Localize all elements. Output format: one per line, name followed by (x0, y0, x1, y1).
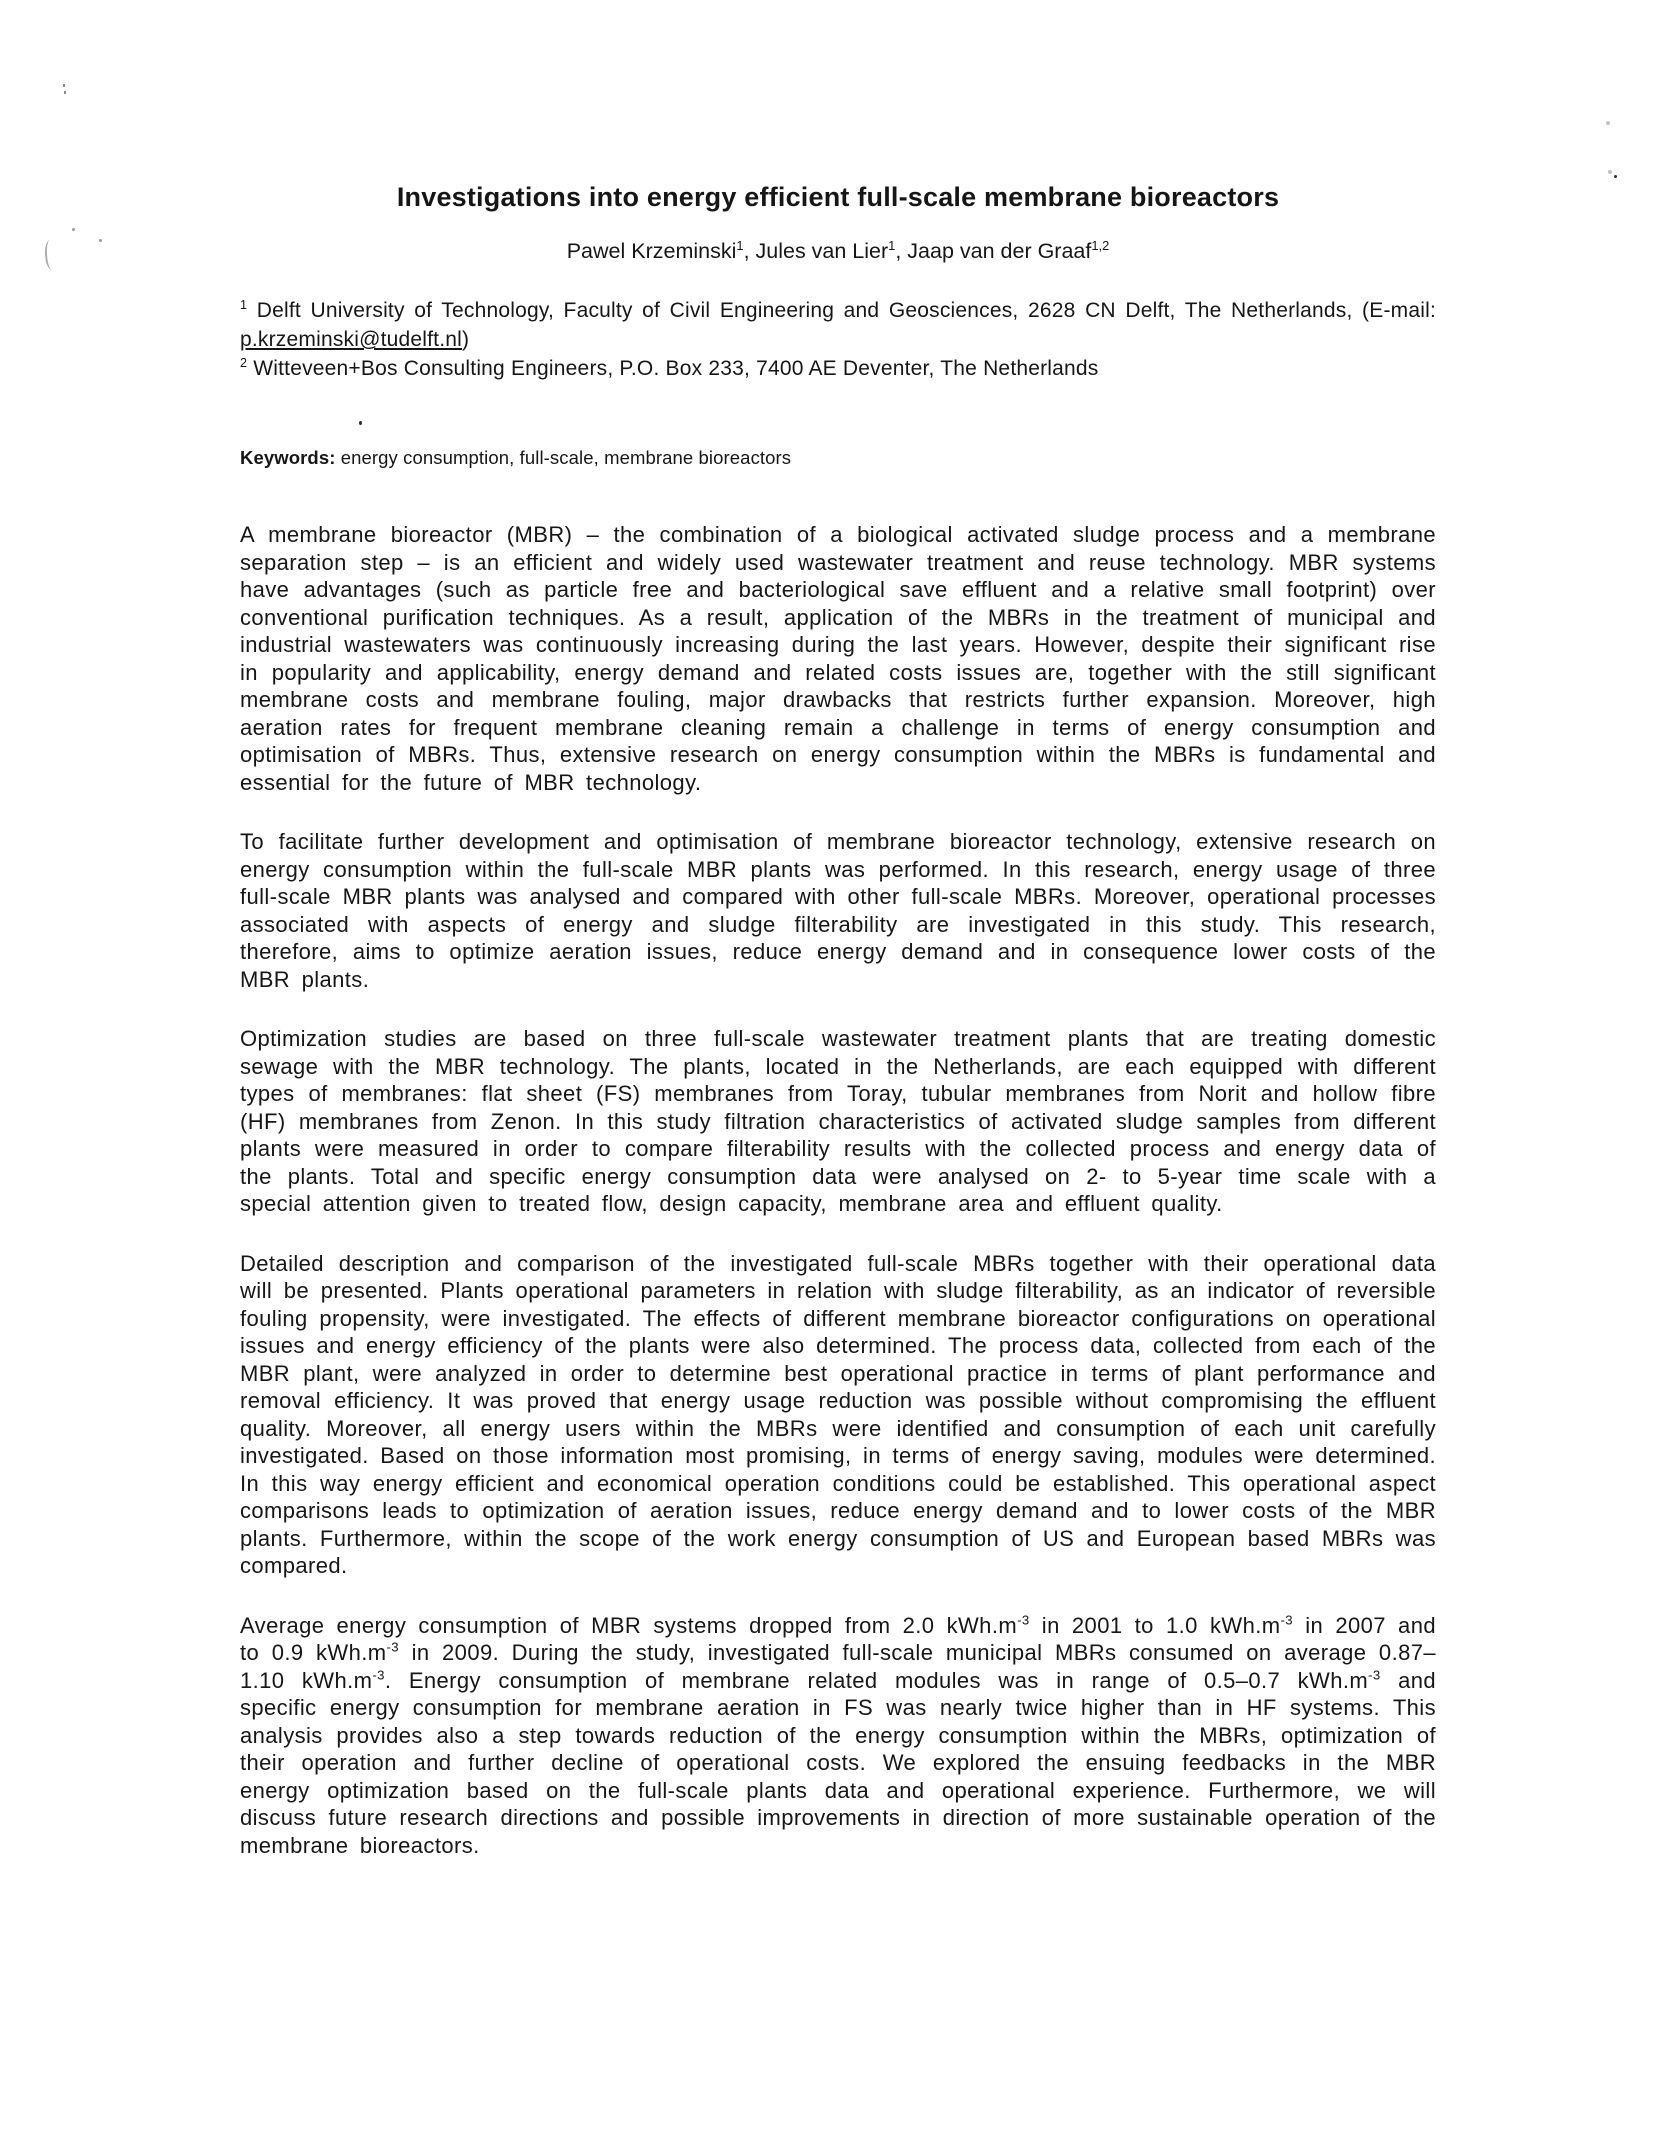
affiliation-2-text: Witteveen+Bos Consulting Engineers, P.O. Box 233, 7400 AE Deventer, The Netherlands (247, 357, 1099, 380)
authors-line: Pawel Krzeminski$^1$, Jules van Lier$^1$, Jaap van der Graaf$^{1,2}$ (566, 237, 1110, 263)
abstract-paragraph-5: Average energy consumption of MBR systems dropped from 2.0 $kWh.m^{-3}$ in 2001 to 1.0 $kWh.m^{-3}$ in 2007 and to 0.9 $kWh.m^{-3}$ in 2009. During the study, investigated full-scale municipal MBRs consumed on average 0.87–1.10 $kWh.m^{-3}$. Energy consumption of membrane related modules was in range of 0.5–0.7 $kWh.m^{-3}$ and specific energy consumption for membrane aeration in FS was nearly twice higher than in HF systems. This analysis provides also a step towards reduction of the energy consumption within the MBRs, optimization of their operation and further decline of operational costs. We explored the ensuing feedbacks in the MBR energy optimization based on the full-scale plants data and operational experience. Furthermore, we will discuss future research directions and possible improvements in direction of more sustainable operation of the membrane bioreactors. (240, 1612, 1437, 1858)
affiliation-1 (240, 296, 1436, 354)
keywords-text: energy consumption, full-scale, membrane bioreactors (335, 447, 792, 468)
paper-title: Investigations into energy efficient full-scale membrane bioreactors (396, 182, 1280, 212)
affiliation-1-text: Delft University of Technology, Faculty of Civil Engineering and Geosciences, 2628 CN Delft, The Netherlands, (E-mail: (247, 299, 1436, 322)
keywords-label: Keywords: (240, 447, 336, 468)
abstract-paragraph-2: To facilitate further development and optimisation of membrane bioreactor technology, extensive research on energy consumption within the full-scale MBR plants was performed. In this research, energy usage of three full-scale MBR plants was analysed and compared with other full-scale MBRs. Moreover, operational processes associated with aspects of energy and sludge filterability are investigated in this study. This research, therefore, aims to optimize aeration issues, reduce energy demand and in consequence lower costs of the MBR plants. (240, 829, 1436, 992)
scan-artifact (1608, 170, 1612, 174)
abstract-paragraph-1: A membrane bioreactor (MBR) – the combination of a biological activated sludge process and a membrane separation step – is an efficient and widely used wastewater treatment and reuse technology. MBR systems have advantages (such as particle free and bacteriological save effluent and a relative small footprint) over conventional purification techniques. As a result, application of the MBRs in the treatment of municipal and industrial wastewaters was continuously increasing during the last years. However, despite their significant rise in popularity and applicability, energy demand and related costs issues are, together with the still significant membrane costs and membrane fouling, major drawbacks that restricts further expansion. Moreover, high aeration rates for frequent membrane cleaning remain a challenge in terms of energy consumption and optimisation of MBRs. Thus, extensive research on energy consumption within the MBRs is fundamental and essential for the future of MBR technology. (240, 522, 1436, 795)
scan-artifact (72, 228, 75, 231)
scan-artifact (1614, 175, 1617, 178)
affiliation-2 (240, 354, 1436, 383)
abstract-paragraph-4: Detailed description and comparison of the investigated full-scale MBRs together with their operational data will be presented. Plants operational parameters in relation with sludge filterability, as an indicator of reversible fouling propensity, were investigated. The effects of different membrane bioreactor configurations on operational issues and energy efficiency of the plants were also determined. The process data, collected from each of the MBR plant, were analyzed in order to determine best operational practice in terms of plant performance and removal efficiency. It was proved that energy usage reduction was possible without compromising the effluent quality. Moreover, all energy users within the MBRs were identified and consumption of each unit carefully investigated. Based on those information most promising, in terms of energy saving, modules were determined. In this way energy efficient and economical operation conditions could be established. This operational aspect comparisons leads to optimization of aeration issues, reduce energy demand and to lower costs of the MBR plants. Furthermore, within the scope of the work energy consumption of US and European based MBRs was compared. (240, 1250, 1436, 1578)
scan-artifact (64, 91, 66, 94)
abstract-body (240, 521, 1436, 1859)
abstract-content (240, 182, 1436, 1891)
affiliation-2-marker: 2 (240, 356, 248, 370)
scan-artifact (44, 240, 58, 271)
scan-artifact (63, 84, 65, 87)
keywords-line (240, 447, 1436, 469)
affiliations-block (240, 296, 1436, 383)
affiliation-1-suffix: ) (462, 328, 470, 351)
affiliation-1-email: p.krzeminski@tudelft.nl (240, 328, 462, 351)
abstract-paragraph-3: Optimization studies are based on three full-scale wastewater treatment plants that are treating domestic sewage with the MBR technology. The plants, located in the Netherlands, are each equipped with different types of membranes: flat sheet (FS) membranes from Toray, tubular membranes from Norit and hollow fibre (HF) membranes from Zenon. In this study filtration characteristics of activated sludge samples from different plants were measured in order to compare filterability results with the collected process and energy data of the plants. Total and specific energy consumption data were analysed on 2- to 5-year time scale with a special attention given to treated flow, design capacity, membrane area and effluent quality. (240, 1026, 1436, 1216)
scan-artifact (99, 239, 102, 242)
affiliation-1-marker: 1 (240, 298, 248, 312)
scan-artifact (1606, 121, 1610, 125)
